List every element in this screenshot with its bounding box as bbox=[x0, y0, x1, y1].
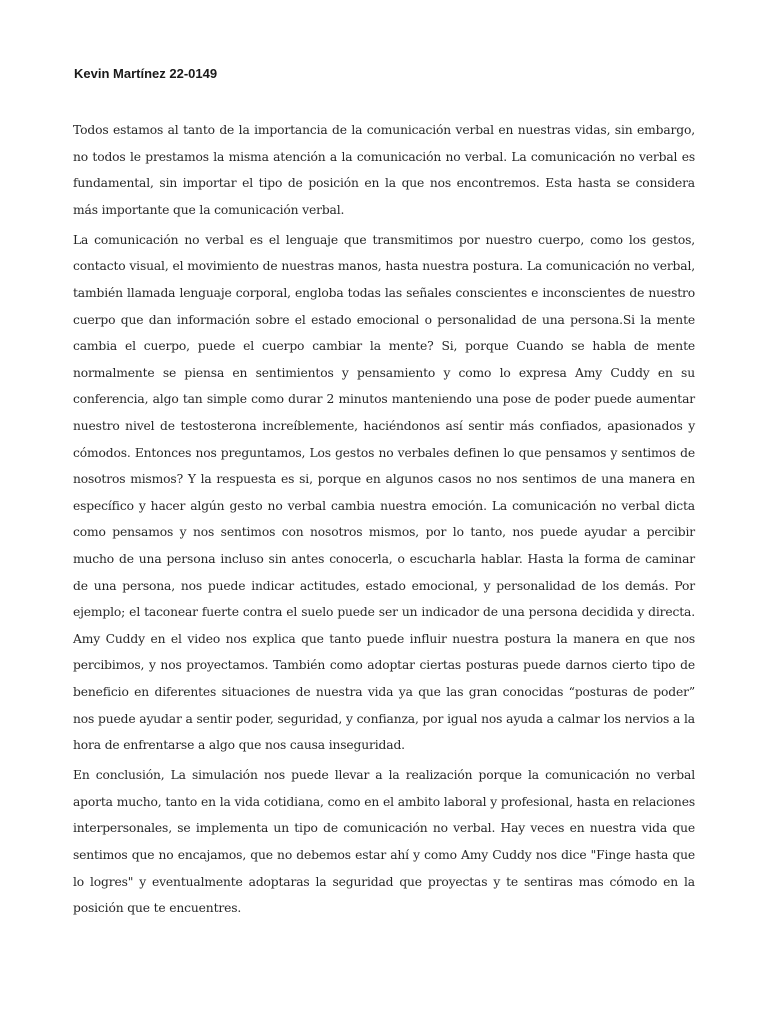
paragraph-intro: Todos estamos al tanto de la importancia de la comunicación verbal en nuestras vidas, sin embargo, no todos le prestamos la misma atención a la comunicación no verbal. La comunicación no verbal es fundamental, sin importar el tipo de posición en la que nos encontremos. Esta hasta se considera más importante que la comunicación verbal. bbox=[73, 123, 695, 217]
paragraph-conclusion: En conclusión, La simulación nos puede llevar a la realización porque la comunicación no verbal aporta mucho, tanto en la vida cotidiana, como en el ambito laboral y profesional, hasta en relaciones interpersonales, se implementa un tipo de comunicación no verbal. Hay veces en nuestra vida que sentimos que no encajamos, que no debemos estar ahí y como Amy Cuddy nos dice "Finge hasta que lo logres" y eventualmente adoptaras la seguridad que proyectas y te sentiras mas cómodo en la posición que te encuentres. bbox=[73, 768, 695, 916]
paragraph-body: La comunicación no verbal es el lenguaje que transmitimos por nuestro cuerpo, como los gestos, contacto visual, el movimiento de nuestras manos, hasta nuestra postura. La comunicación no verbal, también llamada lenguaje corporal, engloba todas las señales conscientes e inconscientes de nuestro cuerpo que dan información sobre el estado emocional o personalidad de una persona.Si la mente cambia el cuerpo, puede el cuerpo cambiar la mente? Si, porque Cuando se habla de mente normalmente se piensa en sentimientos y pensamiento y como lo expresa Amy Cuddy en su conferencia, algo tan simple como durar 2 minutos manteniendo una pose de poder puede aumentar nuestro nivel de testosterona increíblemente, haciéndonos así sentir más confiados, apasionados y cómodos. Entonces nos preguntamos, Los gestos no verbales definen lo que pensamos y sentimos de nosotros mismos? Y la respuesta es si, porque en algunos casos no nos sentimos de una manera en específico y hacer algún gesto no verbal cambia nuestra emoción. La comunicación no verbal dicta como pensamos y nos sentimos con nosotros mismos, por lo tanto, nos puede ayudar a percibir mucho de una persona incluso sin antes conocerla, o escucharla hablar. Hasta la forma de caminar de una persona, nos puede indicar actitudes, estado emocional, y personalidad de los demás. Por ejemplo; el taconear fuerte contra el suelo puede ser un indicador de una persona decidida y directa. Amy Cuddy en el video nos explica que tanto puede influir nuestra postura la manera en que nos percibimos, y nos proyectamos. También como adoptar ciertas posturas puede darnos cierto tipo de beneficio en diferentes situaciones de nuestra vida ya que las gran conocidas “posturas de poder” nos puede ayudar a sentir poder, seguridad, y confianza, por igual nos ayuda a calmar los nervios a la hora de enfrentarse a algo que nos causa inseguridad. bbox=[73, 232, 695, 753]
document-body bbox=[73, 117, 695, 925]
author-line: Kevin Martínez 22-0149 bbox=[74, 66, 218, 81]
